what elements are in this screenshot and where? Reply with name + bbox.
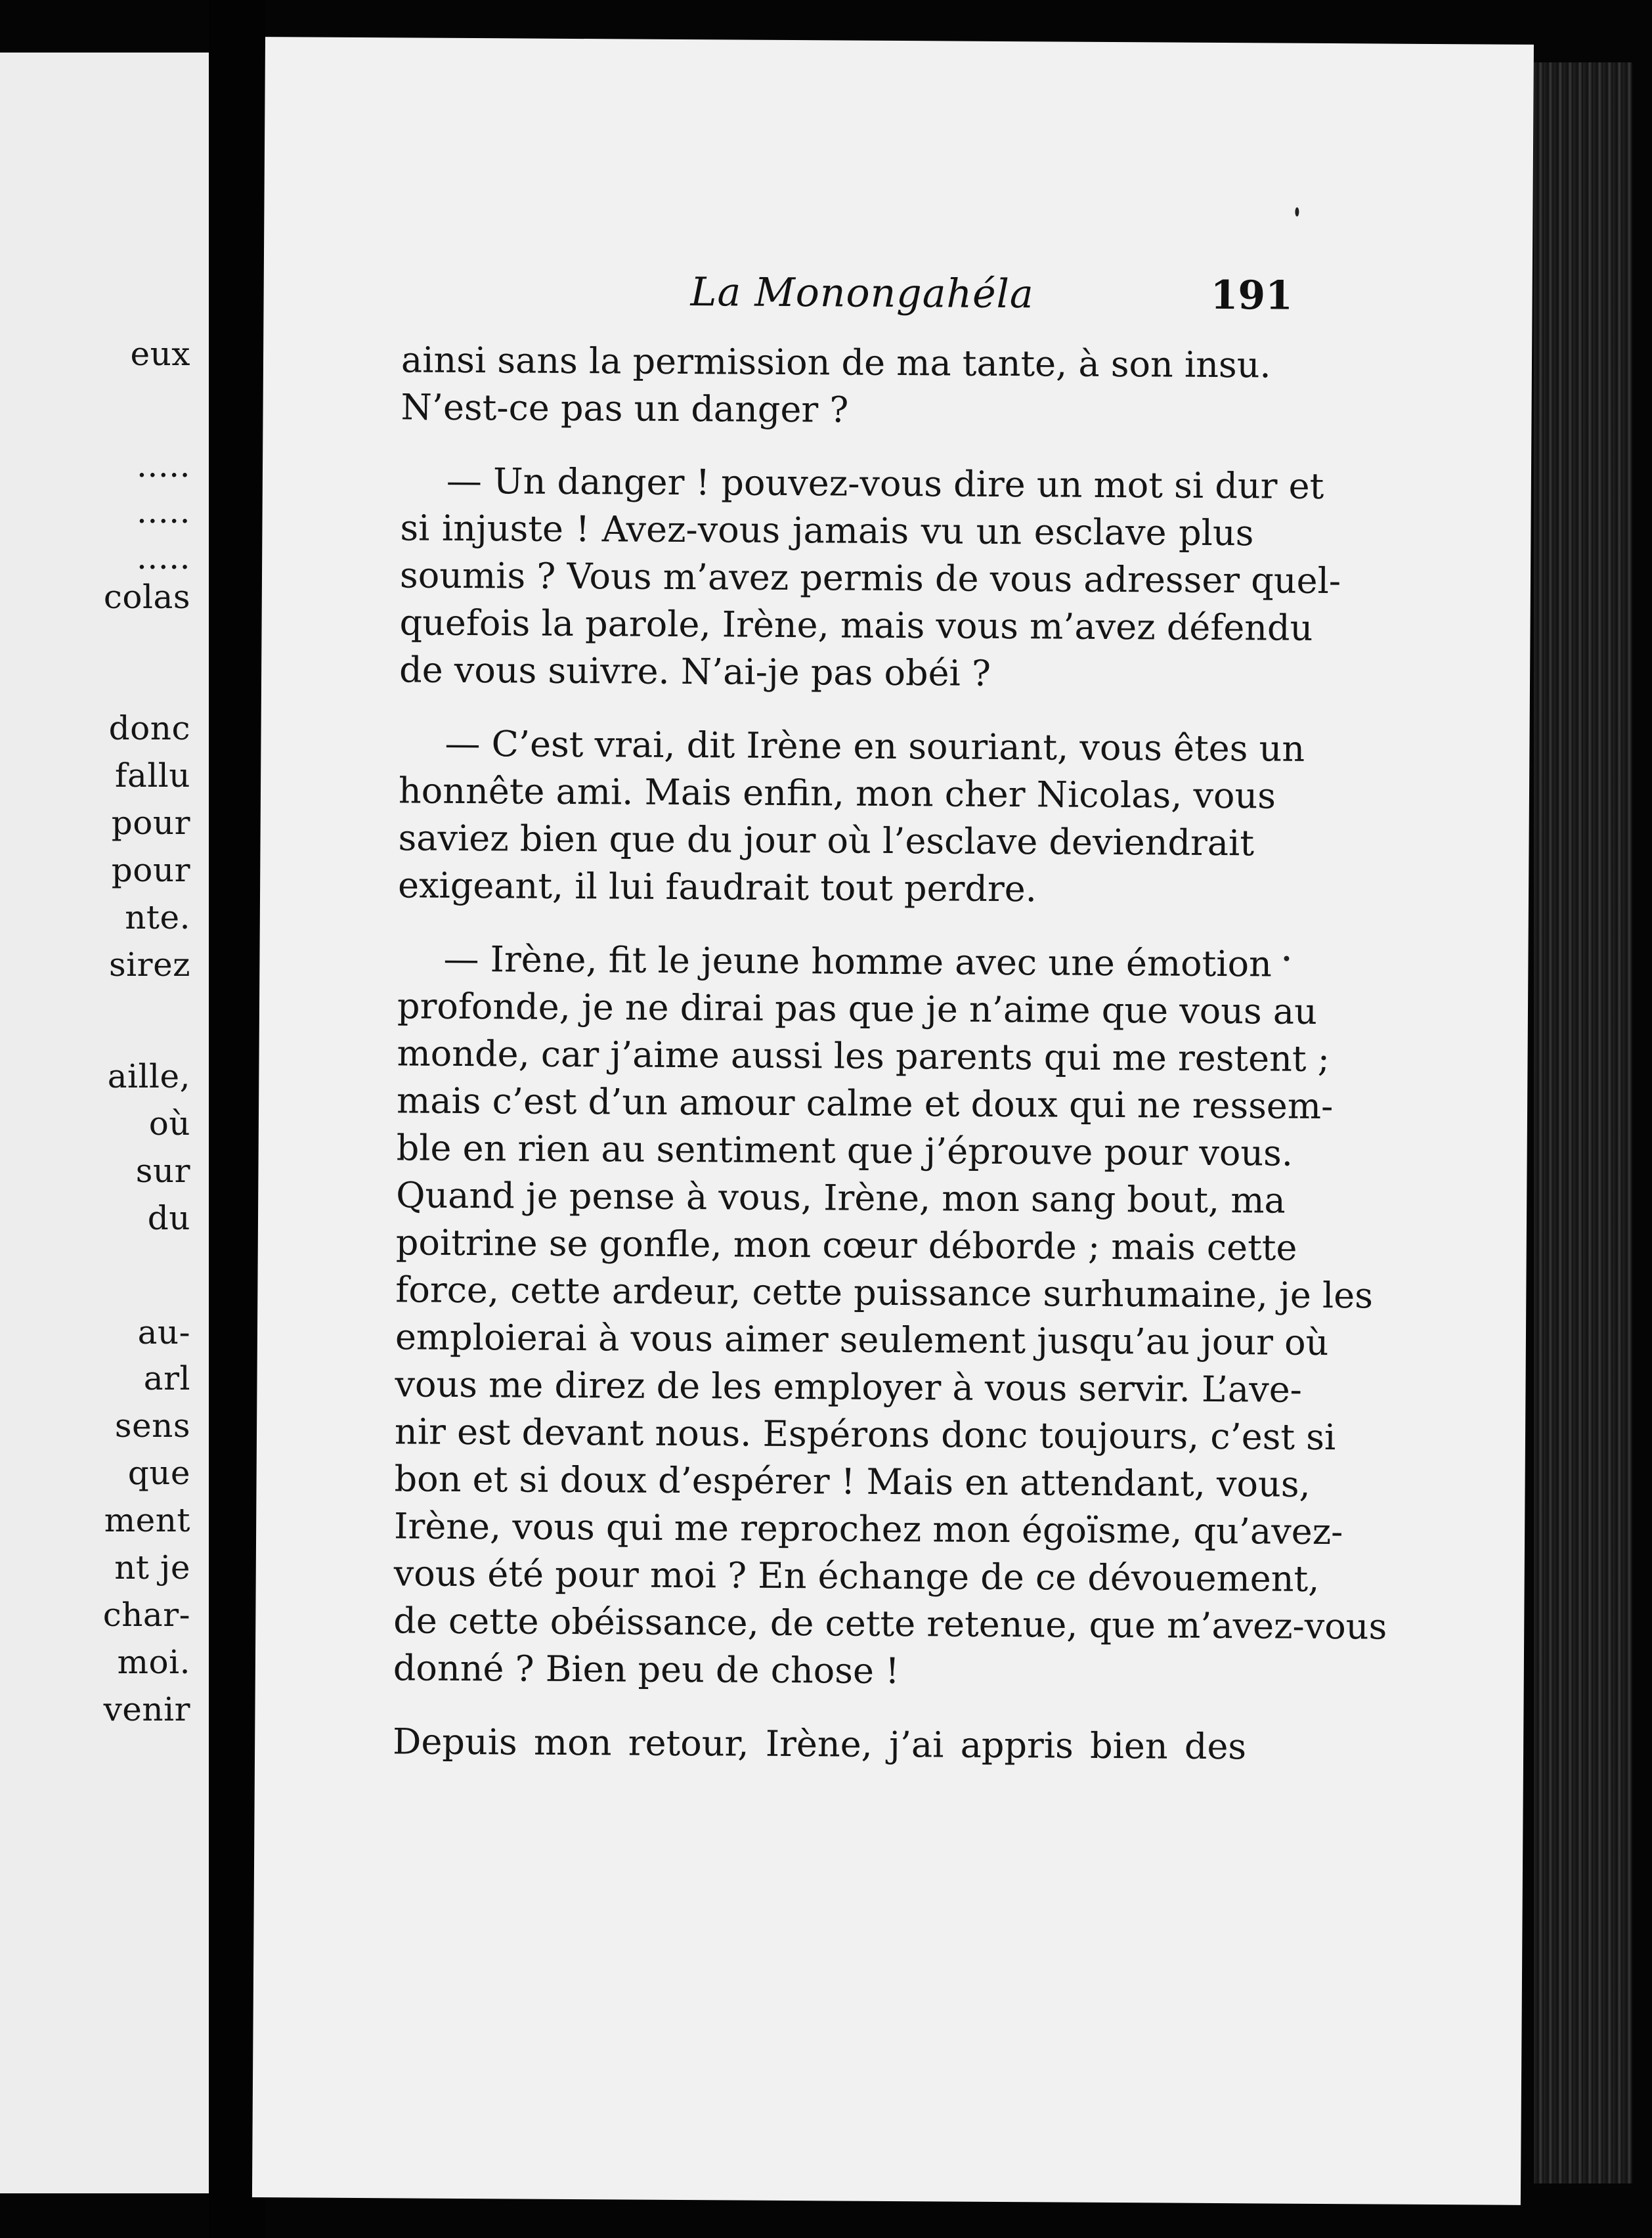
left-page-line: pour xyxy=(111,804,190,842)
left-page-line: colas xyxy=(103,578,190,616)
text-line: mais c’est d’un amour calme et doux qui ne ressem- xyxy=(396,1080,1334,1128)
page-body xyxy=(392,336,1387,1797)
text-line: ble en rien au sentiment que j’éprouve pour vous. xyxy=(396,1127,1293,1174)
text-line: Quand je pense à vous, Irène, mon sang bout, ma xyxy=(396,1174,1286,1221)
text-line: de cette obéissance, de cette retenue, que m’avez-vous xyxy=(393,1600,1387,1648)
text-line: profonde, je ne dirai pas que je n’aime que vous au xyxy=(397,985,1318,1032)
scan-speck xyxy=(1295,208,1299,217)
left-facing-page xyxy=(0,53,209,2193)
left-page-line: sirez xyxy=(109,946,190,984)
text-line: — Un danger ! pouvez-vous dire un mot si dur et xyxy=(446,460,1324,507)
text-line: Depuis mon retour, Irène, j’ai appris bien des xyxy=(392,1721,1247,1768)
text-line: poitrine se gonfle, mon cœur déborde ; mais cette xyxy=(395,1221,1297,1269)
text-line: bon et si doux d’espérer ! Mais en attendant, vous, xyxy=(394,1458,1311,1505)
text-line: exigeant, il lui faudrait tout perdre. xyxy=(397,864,1037,910)
text-line: quefois la parole, Irène, mais vous m’avez défendu xyxy=(399,602,1313,649)
text-line: — C’est vrai, dit Irène en souriant, vous êtes un xyxy=(445,722,1305,770)
page-header xyxy=(263,260,1532,334)
text-line: vous me direz de les employer à vous servir. L’ave- xyxy=(395,1363,1303,1411)
text-line: donné ? Bien peu de chose ! xyxy=(393,1647,900,1692)
left-page-line: du xyxy=(147,1199,190,1237)
left-page-line: arl xyxy=(143,1359,190,1397)
page-edges xyxy=(1534,62,1632,2183)
left-page-line: eux xyxy=(130,335,190,373)
paragraph xyxy=(393,1718,1246,1770)
left-page-line: que xyxy=(127,1454,190,1492)
paragraph xyxy=(397,720,1305,914)
text-line: force, cette ardeur, cette puissance surhumaine, je les xyxy=(395,1269,1374,1317)
running-title: La Monongahéla xyxy=(690,269,1034,318)
text-line: emploierai à vous aimer seulement jusqu’au jour où xyxy=(395,1316,1329,1364)
left-page-line: ..... xyxy=(137,493,190,531)
page-number: 191 xyxy=(1210,272,1293,319)
left-page-line: donc xyxy=(108,709,190,747)
left-page-line: nt je xyxy=(114,1548,190,1587)
text-line: — Irène, fit le jeune homme avec une émotion xyxy=(443,938,1272,985)
left-page-line: venir xyxy=(103,1690,190,1728)
left-page-line: fallu xyxy=(115,757,190,795)
text-line: saviez bien que du jour où l’esclave deviendrait xyxy=(398,817,1255,864)
left-page-line: pour xyxy=(111,851,190,889)
left-page-line: ..... xyxy=(137,538,190,577)
text-line: soumis ? Vous m’avez permis de vous adresser quel- xyxy=(399,554,1341,602)
left-page-line: sur xyxy=(135,1152,190,1190)
text-line: honnête ami. Mais enfin, mon cher Nicolas, vous xyxy=(398,770,1276,817)
book-page xyxy=(252,37,1534,2205)
text-line: vous été pour moi ? En échange de ce dévouement, xyxy=(393,1552,1320,1600)
text-line: ainsi sans la permission de ma tante, à son insu. xyxy=(401,339,1271,386)
text-line: N’est-ce pas un danger ? xyxy=(401,386,849,431)
left-page-line: moi. xyxy=(117,1643,190,1681)
text-line: monde, car j’aime aussi les parents qui me restent ; xyxy=(397,1032,1330,1080)
paragraph xyxy=(399,457,1341,699)
scan-speck xyxy=(1284,956,1289,961)
left-page-line: ment xyxy=(104,1501,190,1539)
left-page-line: sens xyxy=(114,1407,190,1445)
left-page-line: nte. xyxy=(125,898,190,936)
left-page-line: au- xyxy=(137,1313,190,1351)
left-page-line: ..... xyxy=(137,447,190,485)
left-page-line: où xyxy=(148,1105,190,1143)
text-line: nir est devant nous. Espérons donc toujours, c’est si xyxy=(394,1411,1336,1459)
text-line: si injuste ! Avez-vous jamais vu un esclave plus xyxy=(400,507,1254,554)
paragraph xyxy=(401,336,1271,436)
left-page-line: aille, xyxy=(107,1057,190,1095)
paragraph xyxy=(393,935,1387,1697)
text-line: de vous suivre. N’ai-je pas obéi ? xyxy=(399,649,991,694)
left-page-line: char- xyxy=(102,1596,190,1634)
text-line: Irène, vous qui me reprochez mon égoïsme, qu’avez- xyxy=(393,1505,1343,1553)
